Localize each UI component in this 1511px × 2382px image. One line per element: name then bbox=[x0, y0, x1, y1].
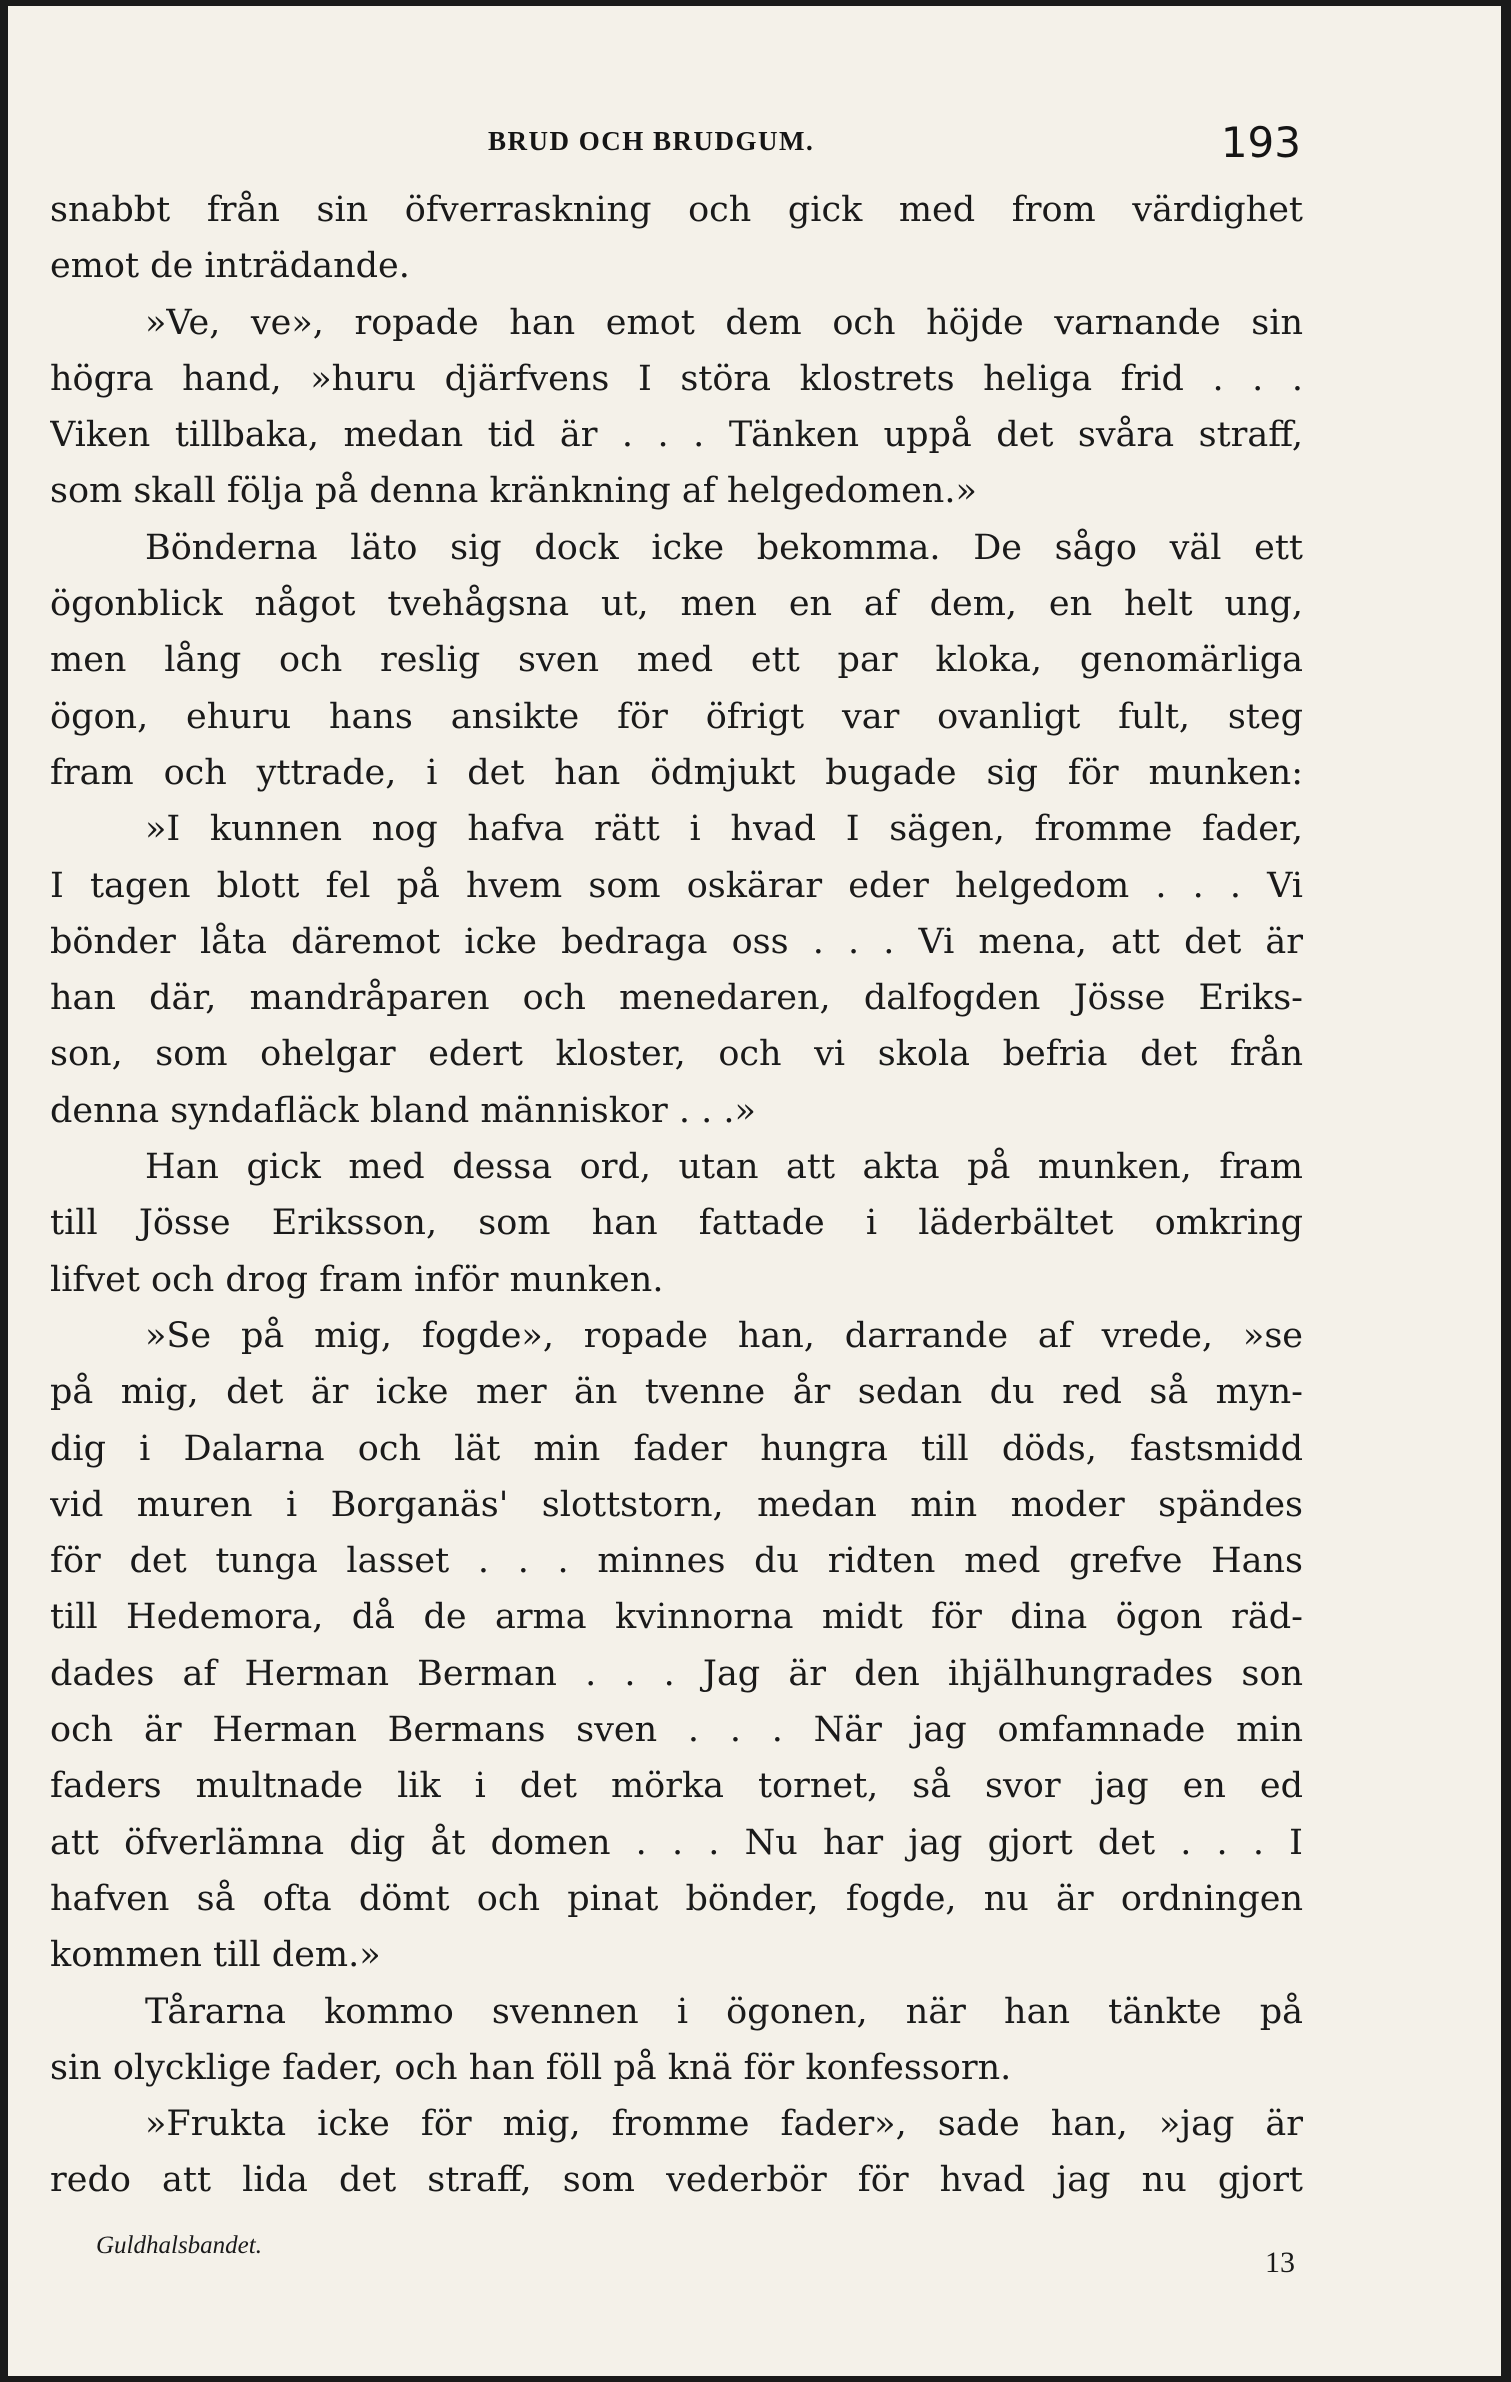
text-line: »Ve, ve», ropade han emot dem och höjde varnande sin bbox=[145, 302, 1303, 343]
text-line: »I kunnen nog hafva rätt i hvad I sägen, fromme fader, bbox=[145, 809, 1303, 850]
signature-mark: 13 bbox=[1265, 2246, 1295, 2279]
text-line: Han gick med dessa ord, utan att akta på munken, fram bbox=[145, 1147, 1303, 1188]
text-line: dades af Herman Berman . . . Jag är den ihjälhungrades son bbox=[50, 1653, 1303, 1694]
footer-book-title: Guldhalsbandet. bbox=[96, 2232, 262, 2259]
text-line: »Frukta icke för mig, fromme fader», sade han, »jag är bbox=[145, 2104, 1303, 2145]
text-line: Viken tillbaka, medan tid är . . . Tänken uppå det svåra straff, bbox=[50, 415, 1303, 456]
page-header bbox=[56, 118, 1301, 168]
text-line: I tagen blott fel på hvem som oskärar eder helgedom . . . Vi bbox=[50, 865, 1303, 906]
text-line: son, som ohelgar edert kloster, och vi skola befria det från bbox=[50, 1034, 1303, 1075]
page-number: 193 bbox=[1220, 118, 1301, 167]
text-line: redo att lida det straff, som vederbör för hvad jag nu gjort bbox=[50, 2160, 1303, 2201]
text-line: till Jösse Eriksson, som han fattade i läderbältet omkring bbox=[50, 1203, 1303, 1244]
text-line: dig i Dalarna och lät min fader hungra till döds, fastsmidd bbox=[50, 1428, 1303, 1469]
text-line: faders multnade lik i det mörka tornet, så svor jag en ed bbox=[50, 1766, 1303, 1807]
text-line: ögonblick något tvehågsna ut, men en af dem, en helt ung, bbox=[50, 584, 1303, 625]
text-line: Bönderna läto sig dock icke bekomma. De sågo väl ett bbox=[145, 527, 1303, 568]
text-line: fram och yttrade, i det han ödmjukt bugade sig för munken: bbox=[50, 752, 1303, 793]
text-line: men lång och reslig sven med ett par kloka, genomärliga bbox=[50, 640, 1303, 681]
text-line: han där, mandråparen och menedaren, dalfogden Jösse Eriks- bbox=[50, 978, 1303, 1019]
text-line: snabbt från sin öfverraskning och gick med from värdighet bbox=[50, 190, 1303, 230]
text-line: att öfverlämna dig åt domen . . . Nu har jag gjort det . . . I bbox=[50, 1822, 1303, 1863]
text-line: hafven så ofta dömt och pinat bönder, fogde, nu är ordningen bbox=[50, 1878, 1303, 1919]
text-line: och är Herman Bermans sven . . . När jag omfamnade min bbox=[50, 1710, 1303, 1751]
text-line: högra hand, »huru djärfvens I störa klostrets heliga frid . . . bbox=[50, 358, 1303, 399]
page-footer bbox=[96, 2232, 1301, 2292]
text-line: ögon, ehuru hans ansikte för öfrigt var ovanligt fult, steg bbox=[50, 696, 1303, 737]
text-line: lifvet och drog fram inför munken. bbox=[50, 1259, 664, 1300]
body-text bbox=[50, 182, 1303, 2209]
book-page bbox=[8, 6, 1501, 2376]
text-line: Tårarna kommo svennen i ögonen, när han tänkte på bbox=[145, 1991, 1303, 2032]
running-head: BRUD OCH BRUDGUM. bbox=[488, 126, 815, 156]
text-line: på mig, det är icke mer än tvenne år sedan du red så myn- bbox=[50, 1372, 1303, 1413]
text-line: till Hedemora, då de arma kvinnorna midt för dina ögon räd- bbox=[50, 1597, 1303, 1638]
text-line: denna syndafläck bland människor . . .» bbox=[50, 1090, 756, 1131]
text-line: vid muren i Borganäs' slottstorn, medan min moder spändes bbox=[50, 1484, 1303, 1525]
text-line: som skall följa på denna kränkning af helgedomen.» bbox=[50, 471, 977, 512]
text-line: bönder låta däremot icke bedraga oss . . . Vi mena, att det är bbox=[50, 921, 1303, 962]
text-line: emot de inträdande. bbox=[50, 246, 410, 287]
text-line: »Se på mig, fogde», ropade han, darrande af vrede, »se bbox=[145, 1315, 1303, 1356]
text-line: kommen till dem.» bbox=[50, 1935, 381, 1976]
text-line: sin olycklige fader, och han föll på knä för konfessorn. bbox=[50, 2047, 1012, 2088]
text-line: för det tunga lasset . . . minnes du ridten med grefve Hans bbox=[50, 1541, 1303, 1582]
